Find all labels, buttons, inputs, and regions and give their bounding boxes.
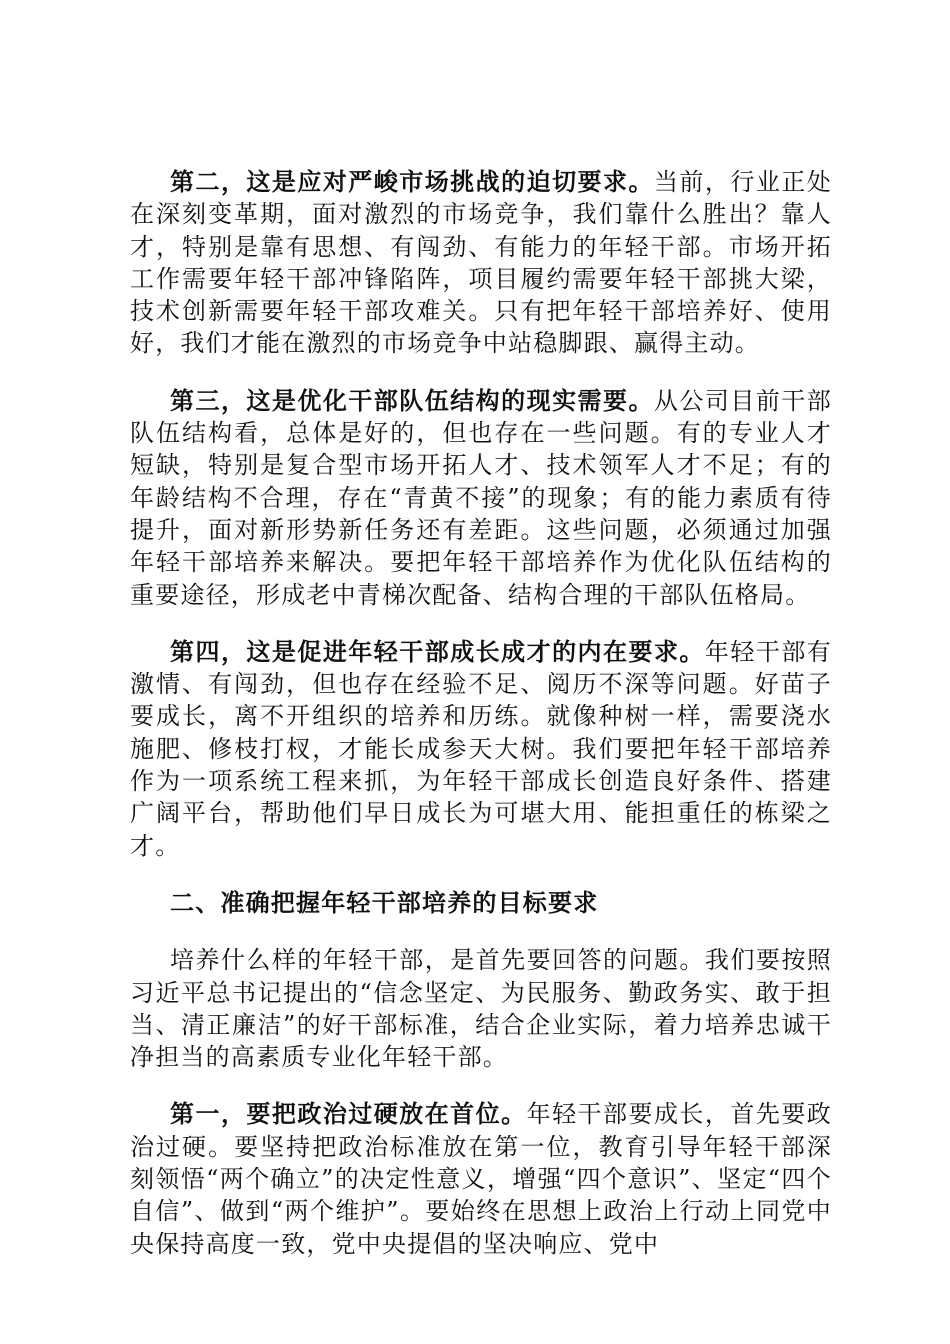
- paragraph-body: 从公司目前干部队伍结构看，总体是好的，但也存在一些问题。有的专业人才短缺，特别是复合型市场开拓人才、技术领军人才不足；有的年龄结构不合理，存在“青黄不接”的现象；有的能力素质有待提升，面对新形势新任务还有差距。这些问题，必须通过加强年轻干部培养来解决。要把年轻干部培养作为优化队伍结构的重要途径，形成老中青梯次配备、结构合理的干部队伍格局。: [130, 386, 832, 609]
- paragraph-body: 年轻干部要成长，首先要政治过硬。要坚持把政治标准放在第一位，教育引导年轻干部深刻领悟“两个确立”的决定性意义，增强“四个意识”、坚定“四个自信”、做到“两个维护”。要始终在思想上政治上行动上同党中央保持高度一致，党中央提倡的坚决响应、党中: [130, 1100, 832, 1258]
- section-heading: 二、准确把握年轻干部培养的目标要求: [170, 887, 599, 917]
- paragraph-fourth: [130, 636, 832, 862]
- document-page: [130, 166, 832, 1285]
- paragraph-lead: 第一，要把政治过硬放在首位。: [170, 1099, 527, 1129]
- paragraph-third: [130, 385, 832, 611]
- paragraph-body: 年轻干部有激情、有闯劲，但也存在经验不足、阅历不深等问题。好苗子要成长，离不开组织的培养和历练。就像种树一样，需要浇水施肥、修枝打杈，才能长成参天大树。我们要把年轻干部培养作为一项系统工程来抓，为年轻干部成长创造良好条件、搭建广阔平台，帮助他们早日成长为可堪大用、能担重任的栋梁之才。: [130, 637, 833, 860]
- paragraph-second: [130, 166, 832, 360]
- paragraph-lead: 第四，这是促进年轻干部成长成才的内在要求。: [170, 636, 705, 666]
- paragraph-first-requirement: [130, 1098, 832, 1259]
- paragraph-body: 当前，行业正处在深刻变革期，面对激烈的市场竞争，我们靠什么胜出？靠人才，特别是靠有思想、有闯劲、有能力的年轻干部。市场开拓工作需要年轻干部冲锋陷阵，项目履约需要年轻干部挑大梁，技术创新需要年轻干部攻难关。只有把年轻干部培养好、使用好，我们才能在激烈的市场竞争中站稳脚跟、赢得主动。: [130, 168, 832, 358]
- paragraph-intro: 培养什么样的年轻干部，是首先要回答的问题。我们要按照习近平总书记提出的“信念坚定、为民服务、勤政务实、敢于担当、清正廉洁”的好干部标准，结合企业实际，着力培养忠诚干净担当的高素质专业化年轻干部。: [130, 946, 832, 1072]
- paragraph-lead: 第二，这是应对严峻市场挑战的迫切要求。: [170, 167, 654, 196]
- paragraph-lead: 第三，这是优化干部队伍结构的现实需要。: [170, 385, 654, 415]
